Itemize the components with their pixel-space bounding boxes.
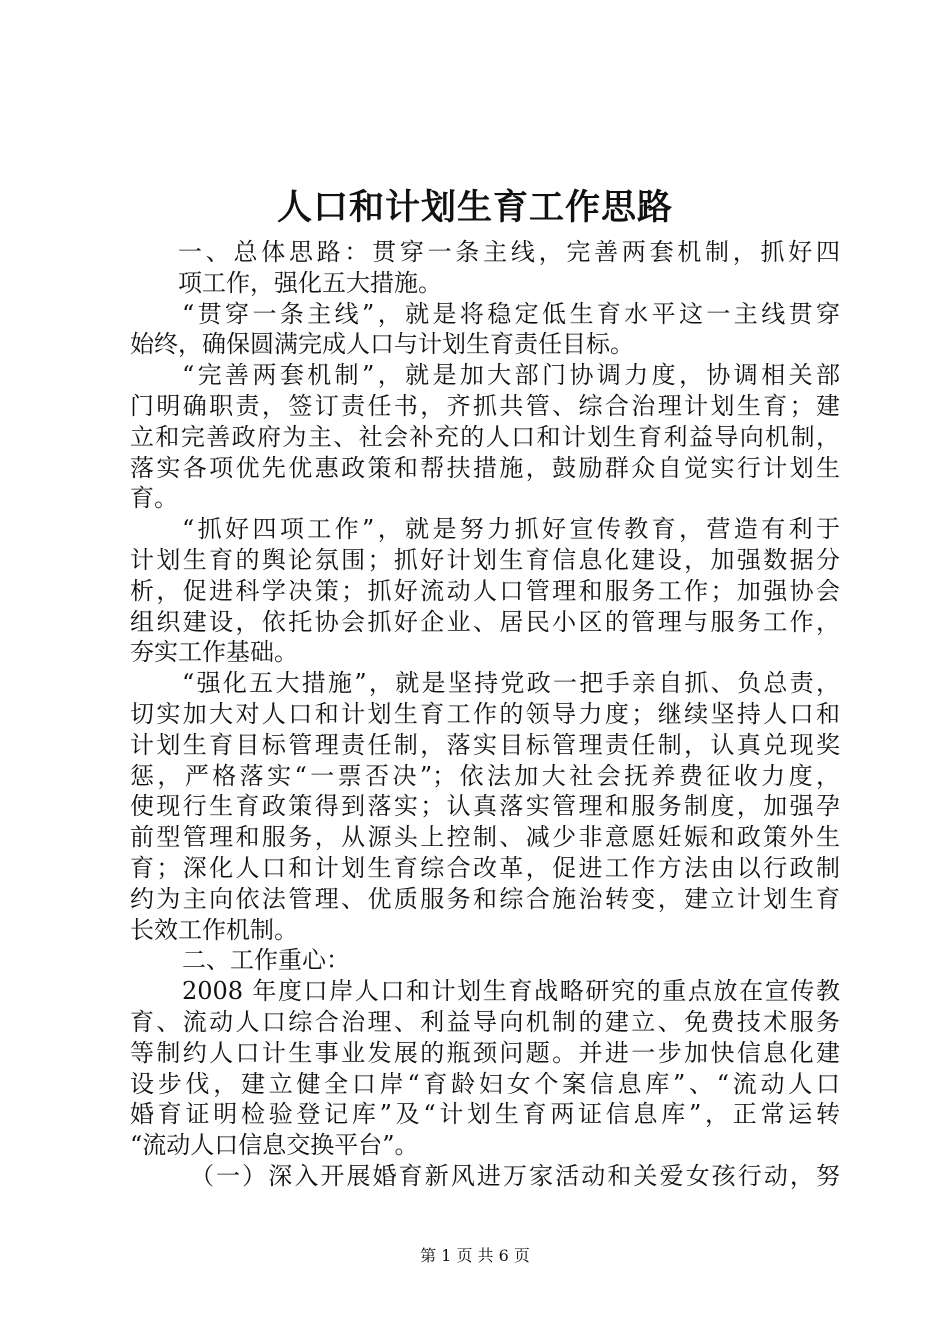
text-line: 析，促进科学决策；抓好流动人口管理和服务工作；加强协会	[130, 576, 840, 605]
text-line: 育、流动人口综合治理、利益导向机制的建立、免费技术服务	[130, 1007, 840, 1036]
text-line: 切实加大对人口和计划生育工作的领导力度；继续坚持人口和	[130, 699, 840, 728]
text-line: “贯穿一条主线”，就是将稳定低生育水平这一主线贯穿	[182, 299, 840, 328]
text-line: 夯实工作基础。	[130, 638, 298, 667]
text-line: 育。	[130, 484, 178, 513]
text-line: 育；深化人口和计划生育综合改革，促进工作方法由以行政制	[130, 853, 840, 882]
text-line: 始终，确保圆满完成人口与计划生育责任目标。	[130, 330, 634, 359]
text-line: “流动人口信息交换平台”。	[130, 1131, 419, 1160]
text-line: 项工作，强化五大措施。	[178, 268, 442, 297]
text-line: 门明确职责，签订责任书，齐抓共管、综合治理计划生育；建	[130, 391, 840, 420]
text-line: 2008 年度口岸人口和计划生育战略研究的重点放在宣传教	[182, 977, 840, 1006]
text-line: 计划生育的舆论氛围；抓好计划生育信息化建设，加强数据分	[130, 545, 840, 574]
text-line: 惩，严格落实“一票否决”；依法加大社会抚养费征收力度，	[130, 761, 840, 790]
text-line: 约为主向依法管理、优质服务和综合施治转变，建立计划生育	[130, 884, 840, 913]
subsection-heading: （一）深入开展婚育新风进万家活动和关爱女孩行动，努	[190, 1161, 840, 1190]
text-line: 婚育证明检验登记库”及“计划生育两证信息库”，正常运转	[130, 1100, 840, 1129]
document-title: 人口和计划生育工作思路	[276, 187, 673, 228]
text-line: 一、总体思路：贯穿一条主线，完善两套机制，抓好四	[178, 238, 840, 266]
text-line: “强化五大措施”，就是坚持党政一把手亲自抓、负总责，	[182, 669, 840, 698]
text-line: “抓好四项工作”，就是努力抓好宣传教育，营造有利于	[182, 515, 840, 544]
page-number: 第 1 页 共 6 页	[420, 1246, 530, 1265]
text-line: “完善两套机制”，就是加大部门协调力度，协调相关部	[182, 361, 840, 390]
section-heading: 二、工作重心：	[182, 946, 350, 975]
document-body	[130, 237, 840, 1192]
text-line: 等制约人口计生事业发展的瓶颈问题。并进一步加快信息化建	[130, 1038, 840, 1067]
text-line: 计划生育目标管理责任制，落实目标管理责任制，认真兑现奖	[130, 730, 840, 759]
text-line: 长效工作机制。	[130, 915, 298, 944]
text-line: 前型管理和服务，从源头上控制、减少非意愿妊娠和政策外生	[130, 823, 840, 852]
text-line: 落实各项优先优惠政策和帮扶措施，鼓励群众自觉实行计划生	[130, 453, 840, 482]
text-line: 设步伐，建立健全口岸“育龄妇女个案信息库”、“流动人口	[130, 1069, 840, 1098]
text-line: 组织建设，依托协会抓好企业、居民小区的管理与服务工作，	[130, 607, 840, 636]
text-line: 使现行生育政策得到落实；认真落实管理和服务制度，加强孕	[130, 792, 840, 821]
text-line: 立和完善政府为主、社会补充的人口和计划生育利益导向机制，	[130, 422, 840, 451]
